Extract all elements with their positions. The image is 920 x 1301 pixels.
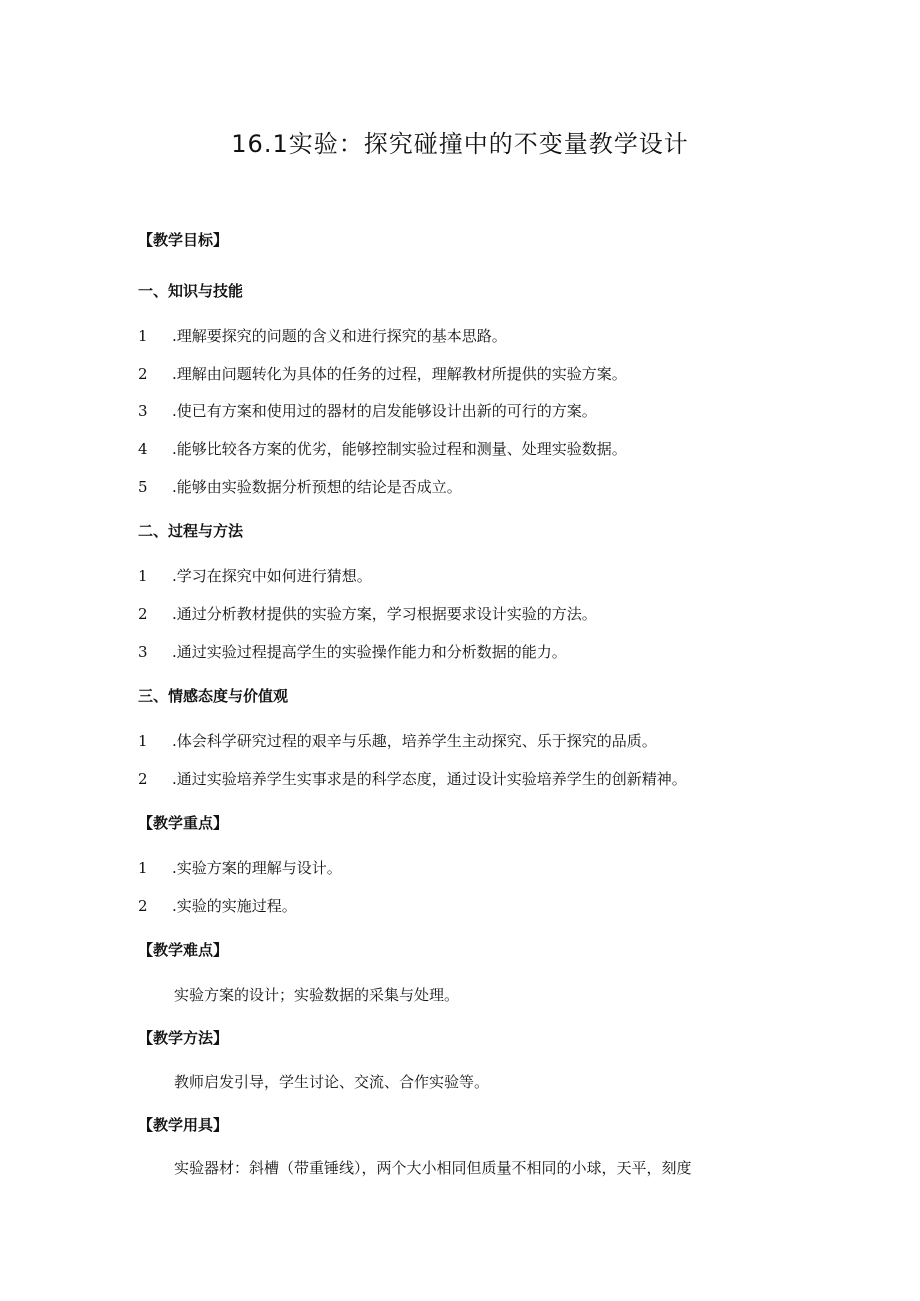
list-item [138,731,657,751]
list-item-text: .通过实验培养学生实事求是的科学态度，通过设计实验培养学生的创新精神。 [172,770,687,788]
list-item [138,896,297,916]
section-heading-process: 二、过程与方法 [138,522,244,540]
list-item [138,769,687,789]
list-item-number: 2 [138,897,148,915]
list-item-text: .能够比较各方案的优劣，能够控制实验过程和测量、处理实验数据。 [172,440,627,458]
list-item-number: 1 [138,732,148,750]
list-item [138,477,462,497]
list-item-text: .使已有方案和使用过的器材的启发能够设计出新的可行的方案。 [172,402,597,420]
list-item [138,401,597,421]
list-item-number: 3 [138,643,148,661]
list-item-text: .实验的实施过程。 [172,897,297,915]
list-item [138,566,372,586]
section-heading-values: 三、情感态度与价值观 [138,687,289,705]
tools-text: 实验器材：斜槽（带重锤线），两个大小相同但质量不相同的小球，天平，刻度 [174,1159,692,1177]
section-heading-knowledge: 一、知识与技能 [138,282,244,300]
list-item-number: 3 [138,402,148,420]
tools-heading: 【教学用具】 [138,1116,229,1134]
list-item-text: .理解由问题转化为具体的任务的过程，理解教材所提供的实验方案。 [172,365,627,383]
methods-text: 教师启发引导，学生讨论、交流、合作实验等。 [174,1073,490,1091]
list-item-number: 2 [138,365,148,383]
key-points-heading: 【教学重点】 [138,814,229,832]
list-item-text: .通过分析教材提供的实验方案，学习根据要求设计实验的方法。 [172,605,597,623]
list-item-number: 5 [138,478,148,496]
difficulties-heading: 【教学难点】 [138,941,229,959]
methods-heading: 【教学方法】 [138,1029,229,1047]
list-item-number: 4 [138,440,148,458]
list-item [138,326,507,346]
list-item-number: 2 [138,605,148,623]
list-item-text: .通过实验过程提高学生的实验操作能力和分析数据的能力。 [172,643,567,661]
list-item-text: .能够由实验数据分析预想的结论是否成立。 [172,478,462,496]
difficulties-text: 实验方案的设计；实验数据的采集与处理。 [174,986,460,1004]
list-item [138,858,342,878]
list-item [138,642,567,662]
list-item-number: 1 [138,859,148,877]
list-item-number: 1 [138,567,148,585]
list-item-number: 2 [138,770,148,788]
objectives-heading: 【教学目标】 [138,231,229,249]
list-item-text: .体会科学研究过程的艰辛与乐趣，培养学生主动探究、乐于探究的品质。 [172,732,657,750]
list-item-text: .学习在探究中如何进行猜想。 [172,567,372,585]
list-item-text: .理解要探究的问题的含义和进行探究的基本思路。 [172,327,507,345]
list-item-number: 1 [138,327,148,345]
list-item [138,364,627,384]
document-title: 16.1实验：探究碰撞中的不变量教学设计 [231,130,689,158]
list-item [138,604,597,624]
list-item-text: .实验方案的理解与设计。 [172,859,342,877]
list-item [138,439,627,459]
